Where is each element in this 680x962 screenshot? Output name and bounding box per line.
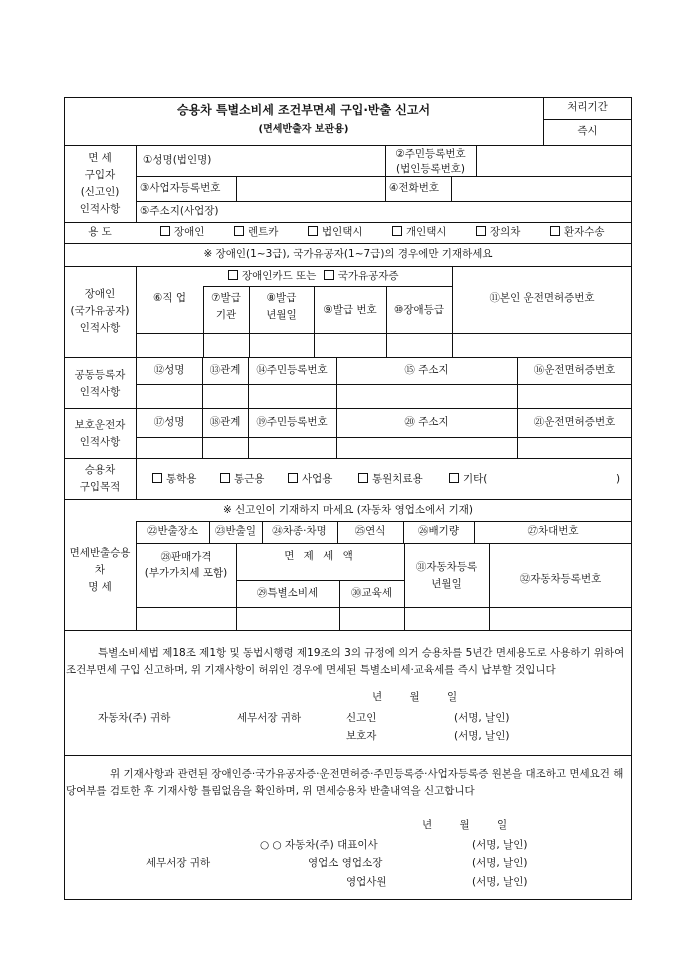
declaration1-declarant-label: 신고인 [346,712,377,724]
declaration1-sign-2[interactable]: (서명, 날인) [454,730,510,742]
purpose-option-rentcar[interactable]: 렌트카 [234,226,278,239]
disabled-section-label: 장애인 (국가유공자) 인적사항 [70,288,130,334]
checkbox-icon [220,473,230,483]
veteran-card-option[interactable]: 국가유공자증 [324,270,399,282]
declaration1-sign-1[interactable]: (서명, 날인) [454,712,510,724]
cohabitant-license-label: ⑯운전면허증번호 [533,364,616,376]
cohabitant-name-label: ⑫성명 [153,364,185,376]
declaration2-company: ○ ○ 자동차(주) 대표이사 [260,839,378,851]
rule [64,499,632,500]
vehicle-chassis-label: ㉗차대번호 [527,525,579,537]
declaration2-branch: 영업소 영업소장 [308,857,383,869]
checkbox-icon [152,473,162,483]
guardian-address-label: ⑳ 주소지 [404,416,449,428]
purpose-label: 용 도 [88,226,112,238]
rule [64,755,632,756]
vehicle-tax-header: 면 제 세 액 [284,550,356,562]
disabled-license-label: ⑪본인 운전면허증번호 [489,292,595,304]
vehicle-year-label: ㉕연식 [354,525,386,537]
buyer-phone-field[interactable] [451,176,631,201]
rule [64,266,632,267]
checkbox-icon [358,473,368,483]
checkbox-icon [449,473,459,483]
buyer-phone-label: ④전화번호 [389,182,439,194]
rule [64,630,632,631]
vehicle-displacement-label: ㉖배기량 [418,525,459,537]
purpose-option-private-taxi[interactable]: 개인택시 [392,226,447,239]
purchase-purpose-label: 승용차 구입목적 [79,464,121,493]
purpose-option-patient-transport[interactable]: 환자수송 [550,226,605,239]
processing-period-value: 즉시 [577,125,598,137]
buyer-business-no-label: ③사업자등록번호 [140,182,221,194]
declaration1-date-line: 년 월 일 [372,691,458,703]
form-border-top [64,97,632,98]
declaration1-guardian-label: 보호자 [346,730,377,742]
buyer-name-field[interactable] [236,145,385,176]
guardian-input-row[interactable] [136,437,632,458]
purchase-option-other-close: ) [616,473,621,485]
disabled-card-options [228,270,399,283]
rule [64,408,632,409]
cohabitant-input-row[interactable] [136,384,632,408]
declaration1-text: 특별소비세법 제18조 제1항 및 동법시행령 제19조의 3의 규정에 의거 승용차를 5년간 면세용도로 사용하기 위하여 조건부면세 구입 신고하며, 위 기재사항이 허위인 경우에 면세된 특별소비세·교육세를 즉시 납부할 것입니다 [66,647,625,676]
vehicle-section-label: 면세반출승용 차 명 세 [69,547,131,593]
declaration2-sign-2[interactable]: (서명, 날인) [472,857,528,869]
rule [136,145,137,222]
declaration2-staff: 영업사원 [346,876,387,888]
buyer-address-label: ⑤주소지(사업장) [140,205,219,217]
guardian-relation-label: ⑱관계 [209,416,241,428]
buyer-section-label: 면 세 구입자 (신고인) 인적사항 [79,152,121,215]
checkbox-icon [550,226,560,236]
disabled-issuer-label: ⑦발급 기관 [211,292,241,321]
declaration1-to-tax: 세무서장 귀하 [237,712,302,724]
purchase-option-school[interactable]: 통학용 [152,473,196,486]
rule [136,458,137,499]
form-subtitle: (면세반출자 보관용) [258,124,349,135]
vehicle-price-label: ㉘판매가격 (부가가치세 포함) [144,551,228,579]
declaration2-text: 위 기재사항과 관련된 장애인증·국가유공자증·운전면허증·주민등록증·사업자등록증 원본을 대조하고 면세요건 해당여부를 검토한 후 기재사항 틀림없음을 확인하며, 위 면세승용차 반출내역을 신고합니다 [66,768,624,797]
rule [385,176,386,201]
buyer-resident-no-label: ②주민등록번호 (법인등록번호) [395,148,466,175]
buyer-resident-no-field[interactable] [476,145,631,176]
rule [64,357,632,358]
purchase-option-treatment[interactable]: 통원치료용 [358,473,423,486]
declaration2-sign-1[interactable]: (서명, 날인) [472,839,528,851]
disabled-job-label: ⑥직 업 [152,292,187,304]
dealer-note: ※ 신고인이 기재하지 마세요 (자동차 영업소에서 기재) [222,504,474,516]
cohabitant-section-label: 공동등록자 인적사항 [74,369,126,398]
declaration2-sign-3[interactable]: (서명, 날인) [472,876,528,888]
guardian-license-label: ㉑운전면허증번호 [533,416,616,428]
checkbox-icon [324,270,334,280]
form-title: 승용차 특별소비세 조건부면세 구입·반출 신고서 [176,103,431,117]
cohabitant-address-label: ⑮ 주소지 [404,364,449,376]
disabled-grade-label: ⑩장애등급 [394,304,444,316]
rule [64,222,632,223]
buyer-address-field[interactable] [236,201,631,222]
buyer-name-label: ①성명(법인명) [143,154,212,166]
declaration1-to-dealer: 자동차(주) 귀하 [98,712,171,724]
checkbox-icon [234,226,244,236]
vehicle-reg-no-label: ㉜자동차등록번호 [519,573,602,585]
vehicle-edu-tax-label: ㉚교육세 [351,587,392,599]
form-border-right [631,97,632,900]
rule [136,543,632,544]
guardian-name-label: ⑰성명 [153,416,185,428]
checkbox-icon [476,226,486,236]
disabled-note: ※ 장애인(1~3급), 국가유공자(1~7급)의 경우에만 기재하세요 [203,248,493,260]
buyer-business-no-field[interactable] [236,176,385,201]
rule [136,521,632,522]
purchase-option-commute[interactable]: 통근용 [220,473,264,486]
purpose-option-hearse[interactable]: 장의차 [476,226,520,239]
vehicle-reg-date-label: ㉛자동차등록 년월일 [415,561,478,590]
guardian-resident-no-label: ⑲주민등록번호 [256,416,328,428]
vehicle-date-label: ㉓반출일 [215,525,256,537]
purchase-option-business[interactable]: 사업용 [288,473,332,486]
rule [543,119,632,120]
checkbox-icon [160,226,170,236]
vehicle-place-label: ㉒반출장소 [146,525,199,537]
rule [64,458,632,459]
checkbox-icon [288,473,298,483]
rule [203,286,453,287]
declaration-form [64,97,632,900]
checkbox-icon [392,226,402,236]
disabled-input-row[interactable] [136,333,632,357]
vehicle-model-label: ㉔차종·차명 [272,525,327,537]
rule [236,580,404,581]
disabled-issue-date-label: ⑧발급 년월일 [266,292,297,321]
declaration2-to-tax: 세무서장 귀하 [146,857,211,869]
rule [64,243,632,244]
checkbox-icon [228,270,238,280]
purchase-option-other[interactable]: 기타( [449,473,487,486]
form-border-bottom [64,899,632,900]
processing-period-label: 처리기간 [567,101,608,113]
cohabitant-resident-no-label: ⑭주민등록번호 [256,364,328,376]
purpose-option-disabled[interactable]: 장애인 [160,226,204,239]
disabled-issue-no-label: ⑨발급 번호 [323,304,377,316]
vehicle-special-tax-label: ㉙특별소비세 [256,587,319,599]
declaration2-date-line: 년 월 일 [422,819,508,831]
checkbox-icon [308,226,318,236]
cohabitant-relation-label: ⑬관계 [209,364,241,376]
rule [136,243,137,244]
purpose-option-corporate-taxi[interactable]: 법인택시 [308,226,363,239]
disabled-card-option[interactable]: 장애인카드 또는 [228,270,316,282]
vehicle-input-row[interactable] [136,607,632,630]
guardian-section-label: 보호운전자 인적사항 [74,419,126,448]
